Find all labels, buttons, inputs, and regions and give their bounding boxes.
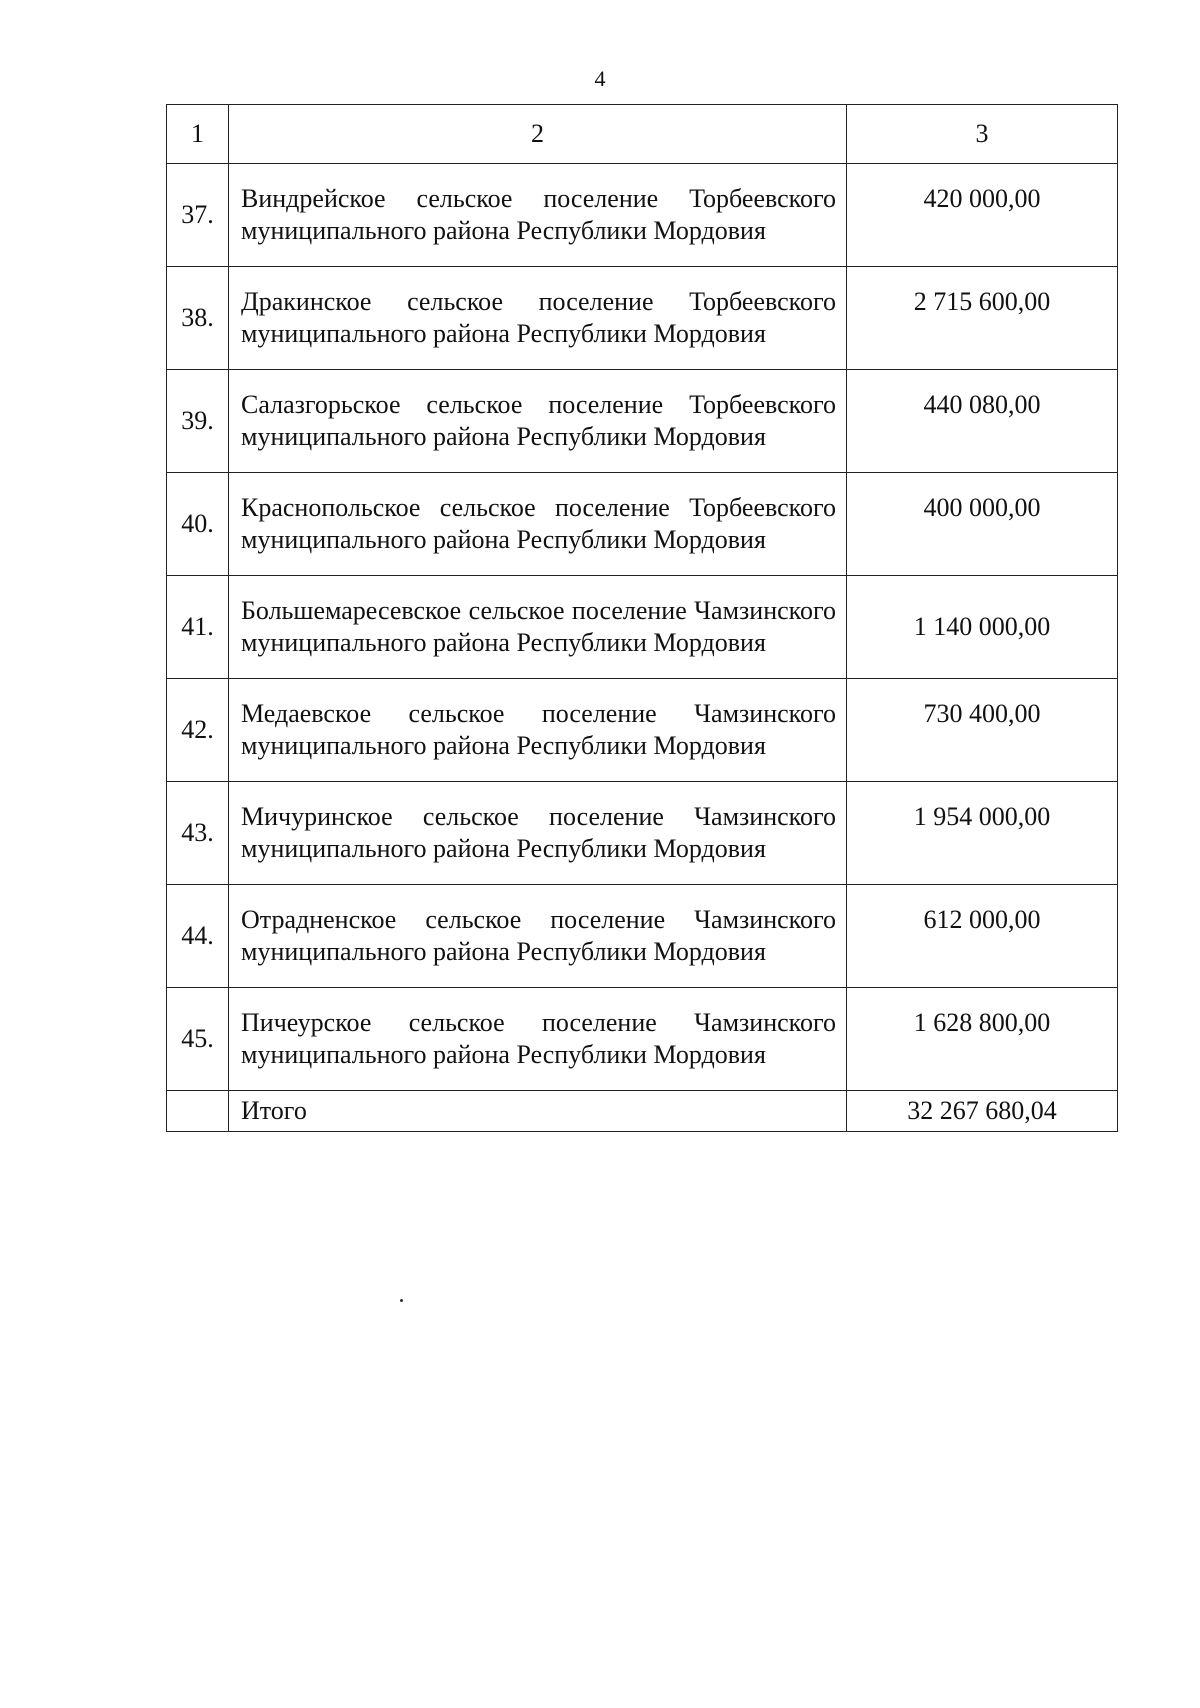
amount-value: 1 140 000,00 [847,576,1118,679]
amount-value: 730 400,00 [847,679,1118,782]
table-row [167,164,1118,267]
table-row [167,782,1118,885]
table-header-row [167,105,1118,164]
table-row [167,885,1118,988]
amount-value: 420 000,00 [847,164,1118,267]
row-number: 43. [167,782,229,885]
amount-value: 1 954 000,00 [847,782,1118,885]
table-row [167,988,1118,1091]
row-number: 41. [167,576,229,679]
settlement-name: Пичеурское сельское поселение Чамзинского муниципального района Республики Мордовия [229,988,847,1091]
settlement-name: Медаевское сельское поселение Чамзинского муниципального района Республики Мордовия [229,679,847,782]
row-number: 39. [167,370,229,473]
table-row [167,267,1118,370]
row-number: 42. [167,679,229,782]
table-row [167,370,1118,473]
settlement-name: Отрадненское сельское поселение Чамзинского муниципального района Республики Мордовия [229,885,847,988]
total-amount: 32 267 680,04 [847,1091,1118,1132]
total-row [167,1091,1118,1132]
amount-value: 400 000,00 [847,473,1118,576]
total-row-number-cell [167,1091,229,1132]
column-header-2: 2 [229,105,847,164]
settlement-name: Мичуринское сельское поселение Чамзинского муниципального района Республики Мордовия [229,782,847,885]
column-header-3: 3 [847,105,1118,164]
total-label: Итого [229,1091,847,1132]
row-number: 44. [167,885,229,988]
settlement-name: Виндрейское сельское поселение Торбеевского муниципального района Республики Мордовия [229,164,847,267]
amount-value: 612 000,00 [847,885,1118,988]
row-number: 45. [167,988,229,1091]
settlement-name: Салазгорьское сельское поселение Торбеевского муниципального района Республики Мордовия [229,370,847,473]
settlement-name: Большемаресевское сельское поселение Чамзинского муниципального района Республики Мордовия [229,576,847,679]
amount-value: 1 628 800,00 [847,988,1118,1091]
row-number: 37. [167,164,229,267]
allocation-table [166,104,1118,1132]
table-row [167,473,1118,576]
scan-speck [400,1299,403,1302]
page-number: 4 [594,66,606,91]
row-number: 40. [167,473,229,576]
settlement-name: Краснопольское сельское поселение Торбеевского муниципального района Республики Мордовия [229,473,847,576]
table-row [167,576,1118,679]
amount-value: 440 080,00 [847,370,1118,473]
column-header-1: 1 [167,105,229,164]
row-number: 38. [167,267,229,370]
amount-value: 2 715 600,00 [847,267,1118,370]
table-row [167,679,1118,782]
settlement-name: Дракинское сельское поселение Торбеевского муниципального района Республики Мордовия [229,267,847,370]
